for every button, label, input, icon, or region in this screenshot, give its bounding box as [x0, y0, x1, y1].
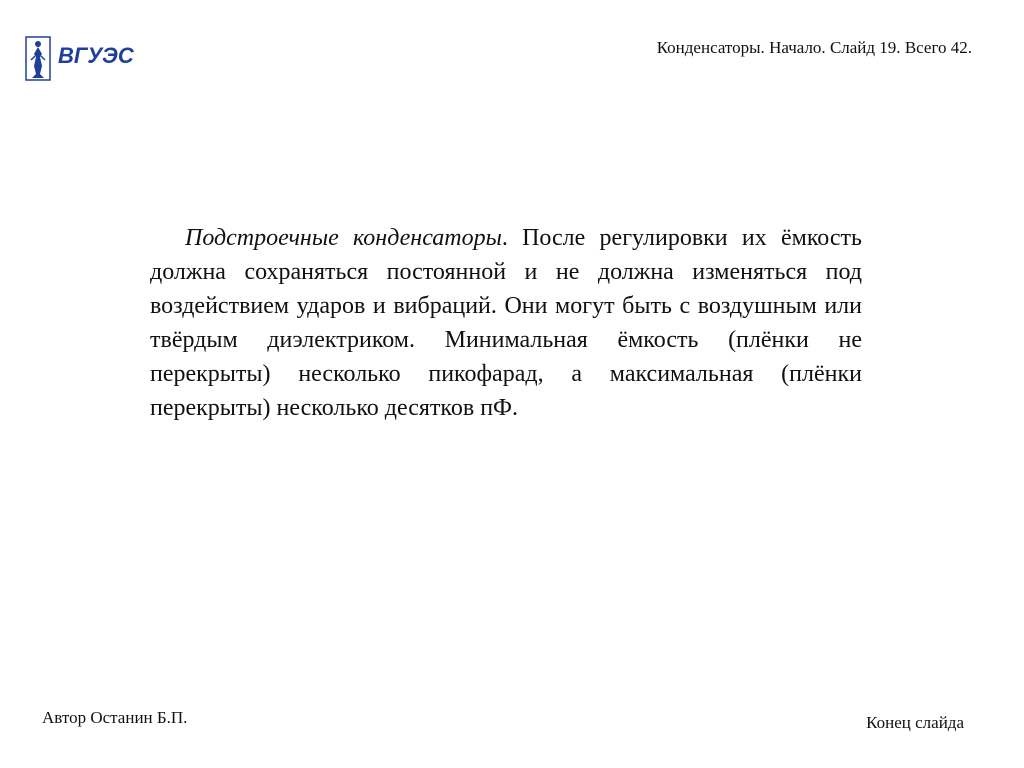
presentation-title: Конденсаторы.: [656, 38, 765, 57]
slide-number: Слайд 19.: [829, 38, 901, 57]
author-credit: Автор Останин Б.П.: [42, 708, 188, 727]
slide-content: [150, 221, 862, 425]
content-body: . После регулировки их ёмкость должна сохраняться постоянной и не должна изменяться под воздействием ударов и вибраций. Они могут быть с воздушным или твёрдым диэлектриком. Минимальная ёмкость (плёнки не перекрыты) несколько пикофарад, а максимальная (плёнки перекрыты) несколько десятков пФ.: [150, 225, 862, 421]
end-slide-link[interactable]: Конец слайда: [866, 713, 964, 732]
logo-text: ВГУЭС: [58, 43, 134, 68]
total-slides: Всего 42.: [904, 38, 972, 57]
logo-emblem-icon: [24, 34, 144, 82]
start-link[interactable]: Начало.: [769, 38, 826, 57]
university-logo: [24, 34, 144, 82]
slide-header: [657, 38, 972, 58]
term-emphasis: Подстроечные конденсаторы: [185, 225, 502, 251]
